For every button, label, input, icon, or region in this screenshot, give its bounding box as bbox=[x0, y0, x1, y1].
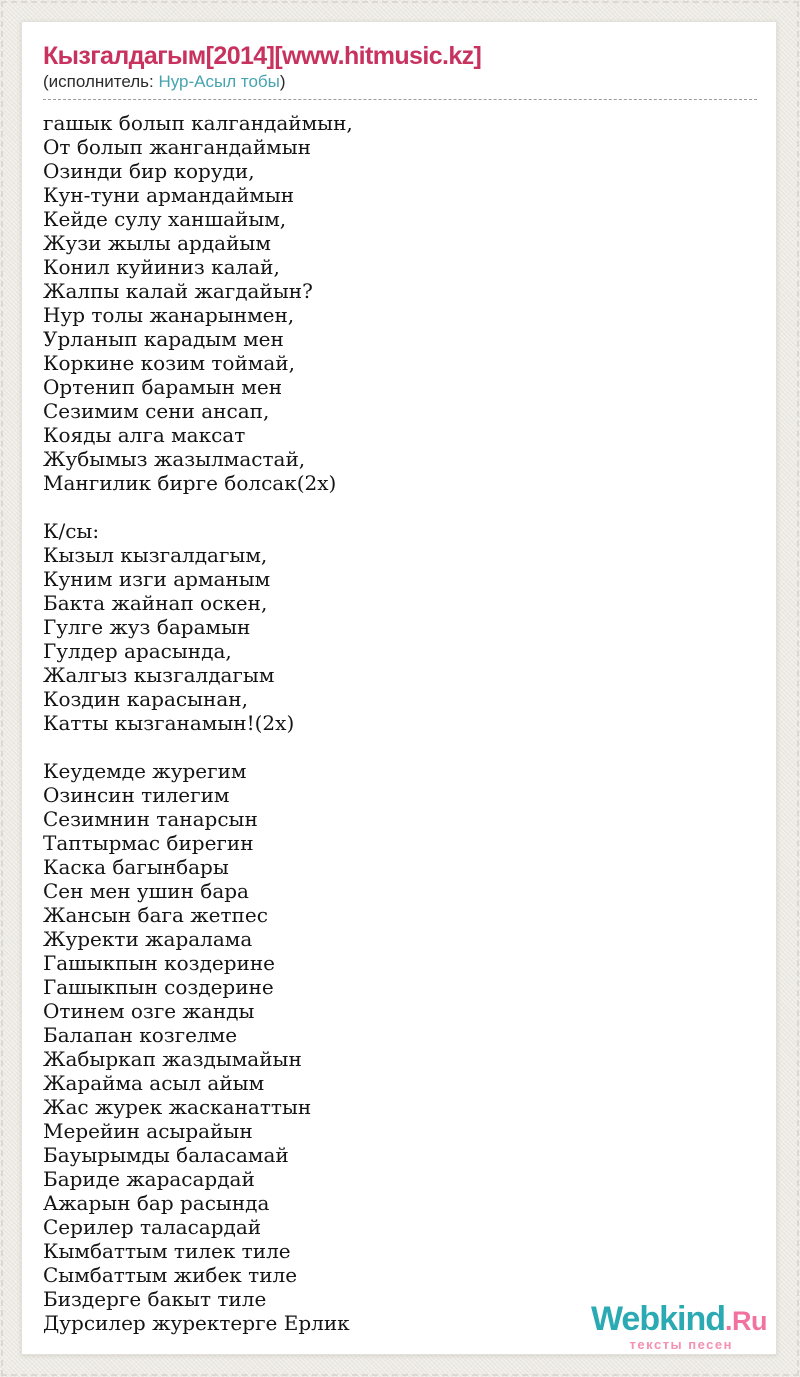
artist-suffix-label: ) bbox=[279, 72, 286, 91]
content-card bbox=[21, 21, 777, 1355]
lyric-line: Гашыкпын коздерине bbox=[43, 951, 276, 975]
lyric-line: Сезимим сени ансап, bbox=[43, 399, 270, 423]
lyric-line: Кеудемде журегим bbox=[43, 759, 247, 783]
lyric-line: Озинди бир коруди, bbox=[43, 159, 255, 183]
lyric-line: Жубымыз жазылмастай, bbox=[43, 447, 306, 471]
lyric-line: Сен мен ушин бара bbox=[43, 879, 249, 903]
lyric-line: Гулдер арасында, bbox=[43, 639, 232, 663]
lyric-line: Катты кызганамын!(2х) bbox=[43, 711, 295, 735]
lyric-line: Каска багынбары bbox=[43, 855, 229, 879]
lyric-line: Нур толы жанарынмен, bbox=[43, 303, 295, 327]
song-title: Кызгалдагым[2014][www.hitmusic.kz] bbox=[43, 42, 482, 70]
lyric-line: Жузи жылы ардайым bbox=[43, 231, 271, 255]
lyric-line: Жансын бага жетпес bbox=[43, 903, 268, 927]
lyric-line: Жалгыз кызгалдагым bbox=[43, 663, 275, 687]
logo-wordmark bbox=[591, 1302, 767, 1336]
lyric-line bbox=[43, 735, 757, 759]
lyric-line: Коркине козим тоймай, bbox=[43, 351, 295, 375]
lyric-line: Кейде сулу ханшайым, bbox=[43, 207, 287, 231]
lyric-line: Сымбаттым жибек тиле bbox=[43, 1263, 298, 1287]
lyric-line: Журекти жаралама bbox=[43, 927, 253, 951]
webkind-logo[interactable] bbox=[591, 1302, 767, 1351]
lyric-line: Бакта жайнап оскен, bbox=[43, 591, 268, 615]
lyric-line: Серилер таласардай bbox=[43, 1215, 262, 1239]
lyric-line: Урланып карадым мен bbox=[43, 327, 284, 351]
lyric-line: Озинсин тилегим bbox=[43, 783, 230, 807]
lyric-line: Мангилик бирге болсак(2х) bbox=[43, 471, 337, 495]
lyric-line: Кун-туни армандаймын bbox=[43, 183, 295, 207]
lyric-line: Ортенип барамын мен bbox=[43, 375, 283, 399]
lyric-line: Кызыл кызгалдагым, bbox=[43, 543, 268, 567]
logo-tagline: тексты песен bbox=[629, 1337, 733, 1352]
lyric-line: Бауырымды баласамай bbox=[43, 1143, 289, 1167]
lyric-line: Сезимнин танарсын bbox=[43, 807, 258, 831]
logo-webkind-label: Webkind bbox=[590, 1300, 725, 1338]
lyric-line: Кымбаттым тилек тиле bbox=[43, 1239, 291, 1263]
lyric-line: гашык болып калгандаймын, bbox=[43, 111, 353, 135]
lyric-line: Кояды алга максат bbox=[43, 423, 246, 447]
lyric-line: Жарайма асыл айым bbox=[43, 1071, 265, 1095]
lyric-line bbox=[43, 495, 757, 519]
lyric-line: Жас журек жасканаттын bbox=[43, 1095, 312, 1119]
lyric-line: Ажарын бар расында bbox=[43, 1191, 270, 1215]
lyric-line: Бариде жарасардай bbox=[43, 1167, 255, 1191]
lyric-line: Гулге жуз барамын bbox=[43, 615, 251, 639]
logo-ru-label: .Ru bbox=[725, 1306, 767, 1336]
lyric-line: К/сы: bbox=[43, 519, 100, 543]
lyric-line: Коздин карасынан, bbox=[43, 687, 248, 711]
lyric-line: Биздерге бакыт тиле bbox=[43, 1287, 267, 1311]
lyric-line: Конил куйиниз калай, bbox=[43, 255, 280, 279]
lyric-line: Гашыкпын создерине bbox=[43, 975, 274, 999]
artist-prefix-label: (исполнитель: bbox=[43, 72, 159, 91]
lyric-line: Жалпы калай жагдайын? bbox=[43, 279, 313, 303]
lyric-line: Дурсилер журектерге Ерлик bbox=[43, 1311, 350, 1335]
lyric-line: От болып жангандаймын bbox=[43, 135, 311, 159]
lyric-line: Жабыркап жаздымайын bbox=[43, 1047, 302, 1071]
lyrics-text bbox=[43, 111, 757, 1335]
lyric-line: Балапан козгелме bbox=[43, 1023, 238, 1047]
artist-line bbox=[43, 72, 757, 100]
lyric-line: Таптырмас бирегин bbox=[43, 831, 254, 855]
lyric-line: Куним изги арманым bbox=[43, 567, 271, 591]
lyric-line: Мерейин асырайын bbox=[43, 1119, 253, 1143]
artist-link[interactable]: Нур-Асыл тобы bbox=[158, 72, 280, 91]
lyric-line: Отинем озге жанды bbox=[43, 999, 255, 1023]
